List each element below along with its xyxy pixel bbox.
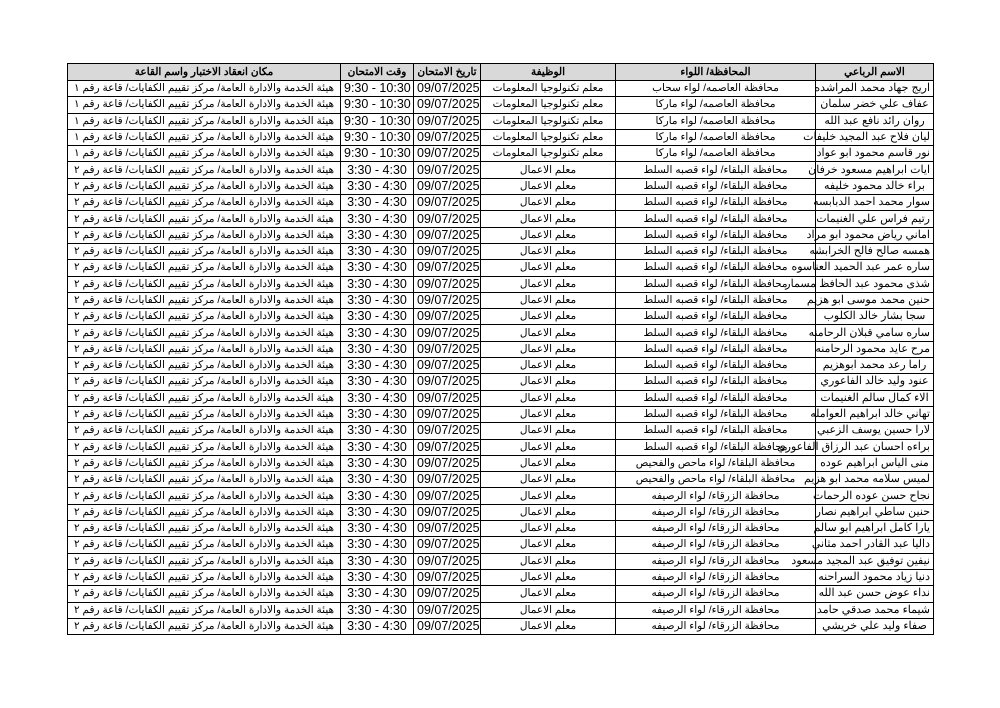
cell-time: 3:30 - 4:30	[341, 504, 414, 520]
cell-job: معلم الاعمال	[481, 292, 616, 308]
cell-job: معلم الاعمال	[481, 325, 616, 341]
cell-governorate: محافظة البلقاء/ لواء قصبه السلط	[616, 243, 816, 259]
table-header-row	[68, 64, 934, 81]
table-row	[68, 569, 934, 585]
cell-job: معلم الاعمال	[481, 260, 616, 276]
header-time: وقت الامتحان	[341, 64, 414, 81]
cell-job: معلم الاعمال	[481, 618, 616, 634]
cell-time: 3:30 - 4:30	[341, 423, 414, 439]
table-row	[68, 309, 934, 325]
cell-location: هيئة الخدمة والادارة العامة/ مركز تقييم الكفايات/ قاعة رقم ١	[68, 81, 341, 97]
cell-time: 3:30 - 4:30	[341, 227, 414, 243]
cell-date: 09/07/2025	[414, 260, 481, 276]
cell-date: 09/07/2025	[414, 341, 481, 357]
cell-governorate: محافظة الزرقاء/ لواء الرصيفه	[616, 618, 816, 634]
cell-job: معلم الاعمال	[481, 309, 616, 325]
cell-name: اريج جهاد محمد المراشده	[816, 81, 934, 97]
cell-time: 3:30 - 4:30	[341, 325, 414, 341]
table-row	[68, 162, 934, 178]
cell-date: 09/07/2025	[414, 423, 481, 439]
cell-name: صفاء وليد علي خريشي	[816, 618, 934, 634]
cell-date: 09/07/2025	[414, 195, 481, 211]
cell-job: معلم الاعمال	[481, 341, 616, 357]
cell-name: دنيا زياد محمود السراحنه	[816, 569, 934, 585]
cell-date: 09/07/2025	[414, 521, 481, 537]
cell-job: معلم الاعمال	[481, 553, 616, 569]
table-row	[68, 341, 934, 357]
table-row	[68, 374, 934, 390]
cell-name: مرح عايد محمود الرحامنه	[816, 341, 934, 357]
cell-location: هيئة الخدمة والادارة العامة/ مركز تقييم الكفايات/ قاعة رقم ١	[68, 97, 341, 113]
cell-time: 3:30 - 4:30	[341, 211, 414, 227]
cell-date: 09/07/2025	[414, 472, 481, 488]
cell-time: 3:30 - 4:30	[341, 260, 414, 276]
cell-time: 3:30 - 4:30	[341, 439, 414, 455]
cell-governorate: محافظة البلقاء/ لواء قصبه السلط	[616, 309, 816, 325]
table-row	[68, 243, 934, 259]
table-row	[68, 325, 934, 341]
table-row	[68, 113, 934, 129]
table-row	[68, 586, 934, 602]
cell-governorate: محافظة البلقاء/ لواء قصبه السلط	[616, 227, 816, 243]
cell-date: 09/07/2025	[414, 292, 481, 308]
cell-time: 3:30 - 4:30	[341, 292, 414, 308]
cell-date: 09/07/2025	[414, 227, 481, 243]
cell-name: حنين محمد موسى ابو هزيم	[816, 292, 934, 308]
cell-job: معلم الاعمال	[481, 569, 616, 585]
cell-name: داليا عبد القادر احمد مثاني	[816, 537, 934, 553]
table-row	[68, 553, 934, 569]
cell-name: لارا حسين يوسف الزعبي	[816, 423, 934, 439]
cell-name: سجا بشار خالد الكلوب	[816, 309, 934, 325]
cell-time: 3:30 - 4:30	[341, 488, 414, 504]
cell-name: يارا كامل ابراهيم ابو سالم	[816, 521, 934, 537]
cell-job: معلم الاعمال	[481, 390, 616, 406]
cell-date: 09/07/2025	[414, 553, 481, 569]
cell-governorate: محافظة البلقاء/ لواء قصبه السلط	[616, 260, 816, 276]
cell-time: 9:30 - 10:30	[341, 97, 414, 113]
cell-time: 3:30 - 4:30	[341, 162, 414, 178]
cell-governorate: محافظة الزرقاء/ لواء الرصيفه	[616, 553, 816, 569]
cell-date: 09/07/2025	[414, 178, 481, 194]
cell-governorate: محافظة الزرقاء/ لواء الرصيفه	[616, 537, 816, 553]
cell-date: 09/07/2025	[414, 211, 481, 227]
cell-governorate: محافظة البلقاء/ لواء قصبه السلط	[616, 211, 816, 227]
cell-job: معلم الاعمال	[481, 195, 616, 211]
cell-job: معلم الاعمال	[481, 406, 616, 422]
cell-governorate: محافظة البلقاء/ لواء قصبه السلط	[616, 439, 816, 455]
cell-governorate: محافظة البلقاء/ لواء قصبه السلط	[616, 195, 816, 211]
table-row	[68, 423, 934, 439]
cell-name: ليان فلاح عبد المجيد خليفات	[816, 129, 934, 145]
cell-job: معلم تكنولوجيا المعلومات	[481, 129, 616, 145]
cell-name: حنين ساطي ابراهيم نصار	[816, 504, 934, 520]
cell-time: 9:30 - 10:30	[341, 81, 414, 97]
cell-name: ساره سامي قبلان الرحامنه	[816, 325, 934, 341]
cell-governorate: محافظة البلقاء/ لواء ماحص والفحيص	[616, 455, 816, 471]
cell-time: 3:30 - 4:30	[341, 341, 414, 357]
cell-name: رتيم فراس علي الغنيمات	[816, 211, 934, 227]
cell-governorate: محافظة البلقاء/ لواء قصبه السلط	[616, 406, 816, 422]
cell-name: براء خالد محمود خليفه	[816, 178, 934, 194]
cell-time: 3:30 - 4:30	[341, 455, 414, 471]
cell-job: معلم الاعمال	[481, 439, 616, 455]
table-row	[68, 260, 934, 276]
cell-job: معلم الاعمال	[481, 374, 616, 390]
cell-job: معلم الاعمال	[481, 162, 616, 178]
cell-time: 3:30 - 4:30	[341, 602, 414, 618]
table-row	[68, 358, 934, 374]
cell-date: 09/07/2025	[414, 113, 481, 129]
cell-governorate: محافظة البلقاء/ لواء قصبه السلط	[616, 358, 816, 374]
cell-governorate: محافظة الزرقاء/ لواء الرصيفه	[616, 504, 816, 520]
cell-time: 3:30 - 4:30	[341, 309, 414, 325]
cell-location: هيئة الخدمة والادارة العامة/ مركز تقييم الكفايات/ قاعة رقم ٢	[68, 195, 341, 211]
cell-time: 3:30 - 4:30	[341, 276, 414, 292]
cell-name: روان رائد نافع عبد الله	[816, 113, 934, 129]
cell-governorate: محافظة الزرقاء/ لواء الرصيفه	[616, 602, 816, 618]
cell-governorate: محافظة البلقاء/ لواء قصبه السلط	[616, 292, 816, 308]
cell-date: 09/07/2025	[414, 243, 481, 259]
cell-governorate: محافظة البلقاء/ لواء قصبه السلط	[616, 276, 816, 292]
cell-date: 09/07/2025	[414, 390, 481, 406]
cell-time: 9:30 - 10:30	[341, 146, 414, 162]
cell-time: 3:30 - 4:30	[341, 358, 414, 374]
cell-governorate: محافظة الزرقاء/ لواء الرصيفه	[616, 521, 816, 537]
cell-location: هيئة الخدمة والادارة العامة/ مركز تقييم الكفايات/ قاعة رقم ٢	[68, 227, 341, 243]
header-governorate: المحافظة/ اللواء	[616, 64, 816, 81]
cell-location: هيئة الخدمة والادارة العامة/ مركز تقييم الكفايات/ قاعة رقم ٢	[68, 618, 341, 634]
cell-date: 09/07/2025	[414, 406, 481, 422]
cell-time: 3:30 - 4:30	[341, 472, 414, 488]
cell-location: هيئة الخدمة والادارة العامة/ مركز تقييم الكفايات/ قاعة رقم ٢	[68, 358, 341, 374]
cell-governorate: محافظة العاصمه/ لواء ماركا	[616, 146, 816, 162]
cell-job: معلم الاعمال	[481, 455, 616, 471]
cell-location: هيئة الخدمة والادارة العامة/ مركز تقييم الكفايات/ قاعة رقم ٢	[68, 325, 341, 341]
cell-job: معلم الاعمال	[481, 602, 616, 618]
table-row	[68, 81, 934, 97]
cell-name: ايات ابراهيم مسعود خرفان	[816, 162, 934, 178]
cell-name: همسه صالح فالح الخرابشه	[816, 243, 934, 259]
cell-location: هيئة الخدمة والادارة العامة/ مركز تقييم الكفايات/ قاعة رقم ٢	[68, 243, 341, 259]
cell-location: هيئة الخدمة والادارة العامة/ مركز تقييم الكفايات/ قاعة رقم ٢	[68, 341, 341, 357]
cell-name: تهاني خالد ابراهيم العوامله	[816, 406, 934, 422]
cell-time: 3:30 - 4:30	[341, 243, 414, 259]
cell-governorate: محافظة البلقاء/ لواء قصبه السلط	[616, 423, 816, 439]
cell-governorate: محافظة العاصمه/ لواء ماركا	[616, 97, 816, 113]
cell-time: 3:30 - 4:30	[341, 521, 414, 537]
table-row	[68, 195, 934, 211]
table-row	[68, 504, 934, 520]
table-row	[68, 618, 934, 634]
cell-location: هيئة الخدمة والادارة العامة/ مركز تقييم الكفايات/ قاعة رقم ٢	[68, 569, 341, 585]
cell-location: هيئة الخدمة والادارة العامة/ مركز تقييم الكفايات/ قاعة رقم ٢	[68, 521, 341, 537]
cell-job: معلم الاعمال	[481, 243, 616, 259]
cell-date: 09/07/2025	[414, 309, 481, 325]
table-row	[68, 211, 934, 227]
table-row	[68, 602, 934, 618]
cell-governorate: محافظة الزرقاء/ لواء الرصيفه	[616, 569, 816, 585]
cell-governorate: محافظة البلقاء/ لواء قصبه السلط	[616, 374, 816, 390]
table-row	[68, 472, 934, 488]
cell-name: ساره عمر عبد الحميد العناسوه	[816, 260, 934, 276]
cell-location: هيئة الخدمة والادارة العامة/ مركز تقييم الكفايات/ قاعة رقم ٢	[68, 537, 341, 553]
cell-governorate: محافظة البلقاء/ لواء قصبه السلط	[616, 325, 816, 341]
cell-job: معلم الاعمال	[481, 472, 616, 488]
cell-name: نيفين توفيق عبد المجيد مسعود	[816, 553, 934, 569]
cell-name: اماني رياض محمود ابو مراد	[816, 227, 934, 243]
table-row	[68, 146, 934, 162]
cell-governorate: محافظة البلقاء/ لواء قصبه السلط	[616, 390, 816, 406]
cell-date: 09/07/2025	[414, 618, 481, 634]
cell-location: هيئة الخدمة والادارة العامة/ مركز تقييم الكفايات/ قاعة رقم ٢	[68, 423, 341, 439]
cell-time: 3:30 - 4:30	[341, 374, 414, 390]
cell-job: معلم الاعمال	[481, 276, 616, 292]
cell-date: 09/07/2025	[414, 146, 481, 162]
cell-date: 09/07/2025	[414, 439, 481, 455]
table-row	[68, 455, 934, 471]
cell-location: هيئة الخدمة والادارة العامة/ مركز تقييم الكفايات/ قاعة رقم ٢	[68, 374, 341, 390]
cell-time: 9:30 - 10:30	[341, 129, 414, 145]
cell-location: هيئة الخدمة والادارة العامة/ مركز تقييم الكفايات/ قاعة رقم ٢	[68, 211, 341, 227]
cell-governorate: محافظة الزرقاء/ لواء الرصيفه	[616, 488, 816, 504]
table-row	[68, 390, 934, 406]
cell-governorate: محافظة العاصمه/ لواء ماركا	[616, 113, 816, 129]
cell-location: هيئة الخدمة والادارة العامة/ مركز تقييم الكفايات/ قاعة رقم ٢	[68, 178, 341, 194]
cell-location: هيئة الخدمة والادارة العامة/ مركز تقييم الكفايات/ قاعة رقم ٢	[68, 472, 341, 488]
cell-governorate: محافظة العاصمه/ لواء ماركا	[616, 129, 816, 145]
cell-name: الاء كمال سالم الغنيمات	[816, 390, 934, 406]
cell-date: 09/07/2025	[414, 374, 481, 390]
cell-date: 09/07/2025	[414, 602, 481, 618]
cell-location: هيئة الخدمة والادارة العامة/ مركز تقييم الكفايات/ قاعة رقم ٢	[68, 586, 341, 602]
cell-job: معلم تكنولوجيا المعلومات	[481, 146, 616, 162]
cell-location: هيئة الخدمة والادارة العامة/ مركز تقييم الكفايات/ قاعة رقم ٢	[68, 553, 341, 569]
cell-time: 3:30 - 4:30	[341, 569, 414, 585]
cell-date: 09/07/2025	[414, 129, 481, 145]
cell-governorate: محافظة البلقاء/ لواء قصبه السلط	[616, 162, 816, 178]
cell-job: معلم الاعمال	[481, 178, 616, 194]
cell-time: 3:30 - 4:30	[341, 406, 414, 422]
cell-location: هيئة الخدمة والادارة العامة/ مركز تقييم الكفايات/ قاعة رقم ١	[68, 129, 341, 145]
cell-name: لميس سلامه محمد ابو هزيم	[816, 472, 934, 488]
cell-name: شيماء محمد صدقي حامد	[816, 602, 934, 618]
cell-governorate: محافظة الزرقاء/ لواء الرصيفه	[616, 586, 816, 602]
cell-location: هيئة الخدمة والادارة العامة/ مركز تقييم الكفايات/ قاعة رقم ٢	[68, 439, 341, 455]
cell-governorate: محافظة البلقاء/ لواء قصبه السلط	[616, 341, 816, 357]
cell-date: 09/07/2025	[414, 455, 481, 471]
cell-name: سوار محمد احمد الدبابسه	[816, 195, 934, 211]
table-row	[68, 129, 934, 145]
cell-date: 09/07/2025	[414, 358, 481, 374]
cell-location: هيئة الخدمة والادارة العامة/ مركز تقييم الكفايات/ قاعة رقم ١	[68, 113, 341, 129]
cell-time: 3:30 - 4:30	[341, 195, 414, 211]
header-name: الاسم الرباعي	[816, 64, 934, 81]
cell-time: 3:30 - 4:30	[341, 390, 414, 406]
cell-job: معلم الاعمال	[481, 358, 616, 374]
cell-time: 3:30 - 4:30	[341, 618, 414, 634]
cell-job: معلم الاعمال	[481, 488, 616, 504]
cell-name: شذى محمود عبد الحافظ مسمار	[816, 276, 934, 292]
cell-job: معلم الاعمال	[481, 537, 616, 553]
cell-location: هيئة الخدمة والادارة العامة/ مركز تقييم الكفايات/ قاعة رقم ٢	[68, 504, 341, 520]
cell-time: 3:30 - 4:30	[341, 537, 414, 553]
cell-job: معلم الاعمال	[481, 211, 616, 227]
cell-name: براءه احسان عبد الرزاق الفاعوري	[816, 439, 934, 455]
cell-date: 09/07/2025	[414, 504, 481, 520]
cell-time: 3:30 - 4:30	[341, 178, 414, 194]
cell-location: هيئة الخدمة والادارة العامة/ مركز تقييم الكفايات/ قاعة رقم ١	[68, 146, 341, 162]
cell-job: معلم الاعمال	[481, 521, 616, 537]
cell-job: معلم الاعمال	[481, 227, 616, 243]
cell-name: منى الياس ابراهيم عوده	[816, 455, 934, 471]
cell-location: هيئة الخدمة والادارة العامة/ مركز تقييم الكفايات/ قاعة رقم ٢	[68, 488, 341, 504]
cell-job: معلم تكنولوجيا المعلومات	[481, 81, 616, 97]
header-location: مكان انعقاد الاختبار واسم القاعة	[68, 64, 341, 81]
cell-date: 09/07/2025	[414, 569, 481, 585]
cell-name: نجاح حسن عوده الرحمات	[816, 488, 934, 504]
cell-location: هيئة الخدمة والادارة العامة/ مركز تقييم الكفايات/ قاعة رقم ٢	[68, 260, 341, 276]
table-row	[68, 537, 934, 553]
cell-location: هيئة الخدمة والادارة العامة/ مركز تقييم الكفايات/ قاعة رقم ٢	[68, 602, 341, 618]
cell-time: 3:30 - 4:30	[341, 586, 414, 602]
cell-governorate: محافظة البلقاء/ لواء ماحص والفحيص	[616, 472, 816, 488]
table-row	[68, 521, 934, 537]
cell-job: معلم تكنولوجيا المعلومات	[481, 113, 616, 129]
header-date: تاريخ الامتحان	[414, 64, 481, 81]
table-row	[68, 276, 934, 292]
table-body	[68, 81, 934, 635]
cell-location: هيئة الخدمة والادارة العامة/ مركز تقييم الكفايات/ قاعة رقم ٢	[68, 455, 341, 471]
cell-date: 09/07/2025	[414, 488, 481, 504]
cell-location: هيئة الخدمة والادارة العامة/ مركز تقييم الكفايات/ قاعة رقم ٢	[68, 292, 341, 308]
cell-date: 09/07/2025	[414, 81, 481, 97]
cell-location: هيئة الخدمة والادارة العامة/ مركز تقييم الكفايات/ قاعة رقم ٢	[68, 406, 341, 422]
table-row	[68, 227, 934, 243]
cell-location: هيئة الخدمة والادارة العامة/ مركز تقييم الكفايات/ قاعة رقم ٢	[68, 162, 341, 178]
cell-time: 9:30 - 10:30	[341, 113, 414, 129]
cell-governorate: محافظة العاصمه/ لواء سحاب	[616, 81, 816, 97]
cell-name: نور قاسم محمود ابو عواد	[816, 146, 934, 162]
table-row	[68, 178, 934, 194]
cell-name: عنود وليد خالد الفاعوري	[816, 374, 934, 390]
cell-name: نداء عوض حسن عبد الله	[816, 586, 934, 602]
header-job: الوظيفة	[481, 64, 616, 81]
cell-job: معلم الاعمال	[481, 586, 616, 602]
cell-job: معلم الاعمال	[481, 504, 616, 520]
cell-date: 09/07/2025	[414, 325, 481, 341]
table-row	[68, 97, 934, 113]
table-row	[68, 488, 934, 504]
cell-date: 09/07/2025	[414, 586, 481, 602]
cell-time: 3:30 - 4:30	[341, 553, 414, 569]
table-row	[68, 406, 934, 422]
cell-date: 09/07/2025	[414, 97, 481, 113]
table-row	[68, 439, 934, 455]
cell-name: عفاف علي خضر سلمان	[816, 97, 934, 113]
cell-job: معلم تكنولوجيا المعلومات	[481, 97, 616, 113]
cell-date: 09/07/2025	[414, 162, 481, 178]
exam-schedule-table	[67, 63, 934, 635]
cell-location: هيئة الخدمة والادارة العامة/ مركز تقييم الكفايات/ قاعة رقم ٢	[68, 276, 341, 292]
table-row	[68, 292, 934, 308]
cell-job: معلم الاعمال	[481, 423, 616, 439]
cell-date: 09/07/2025	[414, 537, 481, 553]
cell-name: راما رعد محمد ابوهزيم	[816, 358, 934, 374]
cell-location: هيئة الخدمة والادارة العامة/ مركز تقييم الكفايات/ قاعة رقم ٢	[68, 309, 341, 325]
cell-location: هيئة الخدمة والادارة العامة/ مركز تقييم الكفايات/ قاعة رقم ٢	[68, 390, 341, 406]
cell-date: 09/07/2025	[414, 276, 481, 292]
cell-governorate: محافظة البلقاء/ لواء قصبه السلط	[616, 178, 816, 194]
